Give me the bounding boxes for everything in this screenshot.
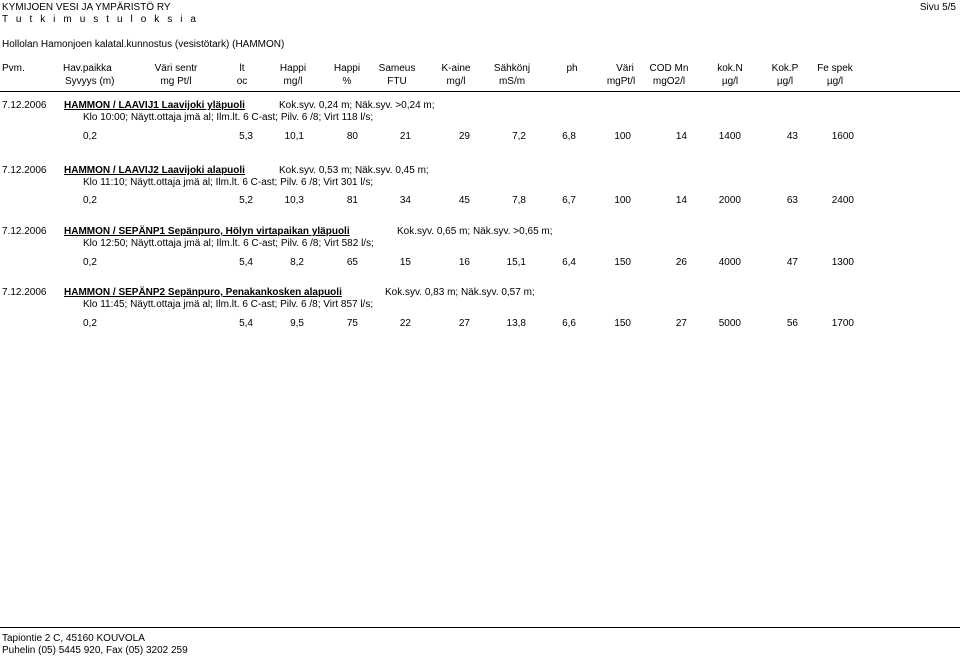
value-total-p: 56 xyxy=(786,318,798,329)
record-site: HAMMON / LAAVIJ2 Laavijoki alapuoli xyxy=(64,165,245,176)
unit-total-n: µg/l xyxy=(721,76,739,87)
value-color: 150 xyxy=(614,318,631,329)
value-total-p: 63 xyxy=(786,195,798,206)
value-solids: 27 xyxy=(458,318,470,329)
col-oxygen-mg: Happi xyxy=(279,63,307,74)
value-turbidity: 21 xyxy=(399,131,411,142)
value-fe: 1700 xyxy=(831,318,854,329)
report-title: Hollolan Hamonjoen kalatal.kunnostus (vesistötark) (HAMMON) xyxy=(2,39,285,50)
record-date: 7.12.2006 xyxy=(2,287,47,298)
unit-depth: Syvyys (m) xyxy=(65,76,115,87)
value-cod: 14 xyxy=(675,195,687,206)
col-solids: K-aine xyxy=(441,63,471,74)
value-oxygen-pct: 81 xyxy=(346,195,358,206)
col-site: Hav.paikka xyxy=(63,63,112,74)
unit-conductivity: mS/m xyxy=(498,76,526,87)
value-conductivity: 15,1 xyxy=(506,257,526,268)
value-oxygen-mg: 9,5 xyxy=(290,318,304,329)
unit-solids: mg/l xyxy=(446,76,466,87)
unit-temp: oc xyxy=(236,76,248,87)
unit-color-sentr: mg Pt/l xyxy=(160,76,192,87)
value-conductivity: 7,8 xyxy=(512,195,526,206)
value-turbidity: 15 xyxy=(399,257,411,268)
col-total-p: Kok.P xyxy=(771,63,799,74)
org-name: KYMIJOEN VESI JA YMPÄRISTÖ RY xyxy=(2,2,171,13)
col-date: Pvm. xyxy=(2,63,25,74)
record-observation: Klo 10:00; Näytt.ottaja jmä al; Ilm.lt. 6 C-ast; Pilv. 6 /8; Virt 118 l/s; xyxy=(83,112,374,123)
unit-oxygen-mg: mg/l xyxy=(283,76,303,87)
record-site: HAMMON / SEPÄNP1 Sepänpuro, Hölyn virtapaikan yläpuoli xyxy=(64,226,350,237)
col-color: Väri xyxy=(616,63,634,74)
value-ph: 6,8 xyxy=(562,131,576,142)
value-oxygen-mg: 8,2 xyxy=(290,257,304,268)
unit-oxygen-pct: % xyxy=(342,76,352,87)
value-fe: 2400 xyxy=(831,195,854,206)
footer-contact: Puhelin (05) 5445 920, Fax (05) 3202 259 xyxy=(2,645,188,656)
value-oxygen-mg: 10,3 xyxy=(284,195,304,206)
page-number: Sivu 5/5 xyxy=(919,2,956,13)
record-observation: Klo 12:50; Näytt.ottaja jmä al; Ilm.lt. 6 C-ast; Pilv. 6 /8; Virt 582 l/s; xyxy=(83,238,374,249)
col-temp: lt xyxy=(239,63,245,74)
footer-divider xyxy=(0,627,960,628)
value-temp: 5,4 xyxy=(239,318,253,329)
value-cod: 27 xyxy=(675,318,687,329)
record-observation: Klo 11:45; Näytt.ottaja jmä al; Ilm.lt. 6 C-ast; Pilv. 6 /8; Virt 857 l/s; xyxy=(83,299,374,310)
record-date: 7.12.2006 xyxy=(2,226,47,237)
footer-address: Tapiontie 2 C, 45160 KOUVOLA xyxy=(2,633,145,644)
value-total-n: 2000 xyxy=(718,195,741,206)
value-fe: 1600 xyxy=(831,131,854,142)
value-oxygen-mg: 10,1 xyxy=(284,131,304,142)
value-solids: 45 xyxy=(458,195,470,206)
value-turbidity: 22 xyxy=(399,318,411,329)
value-ph: 6,4 xyxy=(562,257,576,268)
col-oxygen-pct: Happi xyxy=(333,63,361,74)
value-total-p: 47 xyxy=(786,257,798,268)
value-conductivity: 13,8 xyxy=(506,318,526,329)
value-total-n: 1400 xyxy=(718,131,741,142)
unit-total-p: µg/l xyxy=(776,76,794,87)
record-observation: Klo 11:10; Näytt.ottaja jmä al; Ilm.lt. 6 C-ast; Pilv. 6 /8; Virt 301 l/s; xyxy=(83,177,374,188)
record-depth-info: Kok.syv. 0,53 m; Näk.syv. 0,45 m; xyxy=(279,165,429,176)
unit-turbidity: FTU xyxy=(387,76,407,87)
value-solids: 29 xyxy=(458,131,470,142)
value-ph: 6,7 xyxy=(562,195,576,206)
value-total-p: 43 xyxy=(786,131,798,142)
record-depth-info: Kok.syv. 0,24 m; Näk.syv. >0,24 m; xyxy=(279,100,435,111)
unit-fe: µg/l xyxy=(826,76,844,87)
value-oxygen-pct: 75 xyxy=(346,318,358,329)
value-oxygen-pct: 80 xyxy=(346,131,358,142)
unit-cod: mgO2/l xyxy=(652,76,686,87)
value-oxygen-pct: 65 xyxy=(346,257,358,268)
record-depth-info: Kok.syv. 0,83 m; Näk.syv. 0,57 m; xyxy=(385,287,535,298)
col-cod: COD Mn xyxy=(649,63,689,74)
value-temp: 5,3 xyxy=(239,131,253,142)
value-fe: 1300 xyxy=(831,257,854,268)
value-solids: 16 xyxy=(458,257,470,268)
value-depth: 0,2 xyxy=(83,318,97,329)
value-depth: 0,2 xyxy=(83,131,97,142)
record-date: 7.12.2006 xyxy=(2,165,47,176)
record-depth-info: Kok.syv. 0,65 m; Näk.syv. >0,65 m; xyxy=(397,226,553,237)
value-total-n: 5000 xyxy=(718,318,741,329)
value-turbidity: 34 xyxy=(399,195,411,206)
value-total-n: 4000 xyxy=(718,257,741,268)
header-divider xyxy=(0,91,960,92)
value-color: 150 xyxy=(614,257,631,268)
unit-color: mgPt/l xyxy=(606,76,636,87)
record-site: HAMMON / LAAVIJ1 Laavijoki yläpuoli xyxy=(64,100,245,111)
value-depth: 0,2 xyxy=(83,257,97,268)
col-ph: ph xyxy=(566,63,578,74)
col-total-n: kok.N xyxy=(717,63,743,74)
value-depth: 0,2 xyxy=(83,195,97,206)
value-color: 100 xyxy=(614,131,631,142)
value-cod: 26 xyxy=(675,257,687,268)
value-temp: 5,4 xyxy=(239,257,253,268)
doc-subtitle: T u t k i m u s t u l o k s i a xyxy=(2,14,199,25)
col-conductivity: Sähkönj xyxy=(493,63,531,74)
value-cod: 14 xyxy=(675,131,687,142)
record-site: HAMMON / SEPÄNP2 Sepänpuro, Penakankosken alapuoli xyxy=(64,287,342,298)
value-ph: 6,6 xyxy=(562,318,576,329)
value-temp: 5,2 xyxy=(239,195,253,206)
col-fe: Fe spek xyxy=(817,63,853,74)
value-color: 100 xyxy=(614,195,631,206)
value-conductivity: 7,2 xyxy=(512,131,526,142)
col-turbidity: Sameus xyxy=(378,63,416,74)
record-date: 7.12.2006 xyxy=(2,100,47,111)
col-color-sentr: Väri sentr xyxy=(154,63,198,74)
